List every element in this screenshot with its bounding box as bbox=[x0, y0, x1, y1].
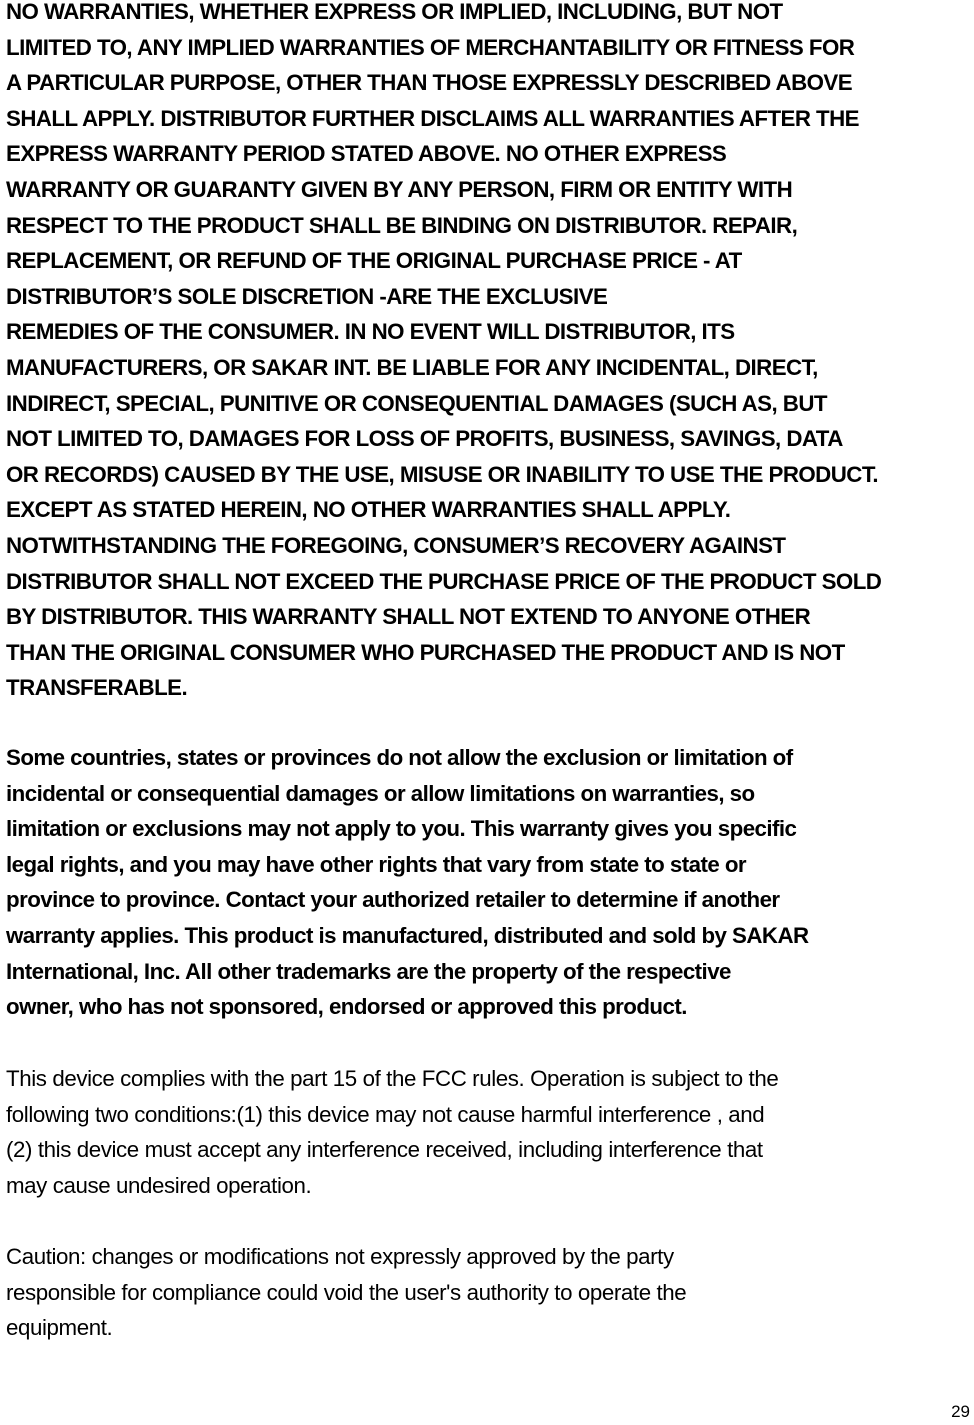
paragraph-line: TRANSFERABLE. bbox=[6, 675, 188, 701]
paragraph-line: EXPRESS WARRANTY PERIOD STATED ABOVE. NO OTHER EXPRESS bbox=[6, 141, 727, 167]
fcc-compliance-paragraph bbox=[6, 1061, 972, 1203]
paragraph-line: incidental or consequential damages or allow limitations on warranties, so bbox=[6, 780, 755, 806]
paragraph-line: NO WARRANTIES, WHETHER EXPRESS OR IMPLIED, INCLUDING, BUT NOT bbox=[6, 0, 783, 24]
paragraph-line: WARRANTY OR GUARANTY GIVEN BY ANY PERSON, FIRM OR ENTITY WITH bbox=[6, 176, 793, 202]
paragraph-line: THAN THE ORIGINAL CONSUMER WHO PURCHASED THE PRODUCT AND IS NOT bbox=[6, 639, 845, 665]
paragraph-line: limitation or exclusions may not apply to you. This warranty gives you specific bbox=[6, 816, 797, 842]
paragraph-line: province to province. Contact your authorized retailer to determine if another bbox=[6, 887, 780, 913]
paragraph-line: owner, who has not sponsored, endorsed or approved this product. bbox=[6, 994, 687, 1020]
paragraph-line: REMEDIES OF THE CONSUMER. IN NO EVENT WILL DISTRIBUTOR, ITS bbox=[6, 319, 735, 345]
page-number: 29 bbox=[951, 1402, 970, 1421]
paragraph-line: EXCEPT AS STATED HEREIN, NO OTHER WARRANTIES SHALL APPLY. bbox=[6, 497, 731, 523]
paragraph-line: This device complies with the part 15 of the FCC rules. Operation is subject to the bbox=[6, 1066, 779, 1091]
paragraph-line: LIMITED TO, ANY IMPLIED WARRANTIES OF MERCHANTABILITY OR FITNESS FOR bbox=[6, 34, 855, 60]
paragraph-line: INDIRECT, SPECIAL, PUNITIVE OR CONSEQUENTIAL DAMAGES (SUCH AS, BUT bbox=[6, 390, 827, 416]
paragraph-line: RESPECT TO THE PRODUCT SHALL BE BINDING ON DISTRIBUTOR. REPAIR, bbox=[6, 212, 798, 238]
paragraph-line: OR RECORDS) CAUSED BY THE USE, MISUSE OR INABILITY TO USE THE PRODUCT. bbox=[6, 461, 879, 487]
paragraph-line: warranty applies. This product is manufactured, distributed and sold by SAKAR bbox=[6, 922, 809, 948]
paragraph-line: legal rights, and you may have other rights that vary from state to state or bbox=[6, 851, 747, 877]
paragraph-line: Some countries, states or provinces do not allow the exclusion or limitation of bbox=[6, 745, 793, 770]
paragraph-line: DISTRIBUTOR SHALL NOT EXCEED THE PURCHASE PRICE OF THE PRODUCT SOLD bbox=[6, 568, 882, 594]
paragraph-line: MANUFACTURERS, OR SAKAR INT. BE LIABLE FOR ANY INCIDENTAL, DIRECT, bbox=[6, 354, 818, 380]
paragraph-line: REPLACEMENT, OR REFUND OF THE ORIGINAL PURCHASE PRICE - AT bbox=[6, 248, 742, 274]
warranty-disclaimer-paragraph bbox=[6, 0, 972, 706]
paragraph-line: (2) this device must accept any interference received, including interference that bbox=[6, 1137, 763, 1163]
paragraph-line: BY DISTRIBUTOR. THIS WARRANTY SHALL NOT EXTEND TO ANYONE OTHER bbox=[6, 604, 811, 630]
paragraph-line: NOT LIMITED TO, DAMAGES FOR LOSS OF PROFITS, BUSINESS, SAVINGS, DATA bbox=[6, 426, 843, 452]
paragraph-line: following two conditions:(1) this device may not cause harmful interference , and bbox=[6, 1101, 765, 1127]
fcc-caution-paragraph bbox=[6, 1239, 972, 1346]
paragraph-line: DISTRIBUTOR’S SOLE DISCRETION -ARE THE EXCLUSIVE bbox=[6, 283, 608, 309]
paragraph-line: equipment. bbox=[6, 1315, 113, 1341]
paragraph-line: SHALL APPLY. DISTRIBUTOR FURTHER DISCLAIMS ALL WARRANTIES AFTER THE bbox=[6, 105, 859, 131]
paragraph-line: may cause undesired operation. bbox=[6, 1172, 312, 1198]
paragraph-line: Caution: changes or modifications not expressly approved by the party bbox=[6, 1244, 674, 1269]
paragraph-line: responsible for compliance could void the user's authority to operate the bbox=[6, 1279, 687, 1305]
paragraph-line: International, Inc. All other trademarks are the property of the respective bbox=[6, 958, 731, 984]
paragraph-line: NOTWITHSTANDING THE FOREGOING, CONSUMER’S RECOVERY AGAINST bbox=[6, 532, 786, 558]
limitation-notice-paragraph bbox=[6, 740, 972, 1025]
paragraph-line: A PARTICULAR PURPOSE, OTHER THAN THOSE EXPRESSLY DESCRIBED ABOVE bbox=[6, 70, 853, 96]
